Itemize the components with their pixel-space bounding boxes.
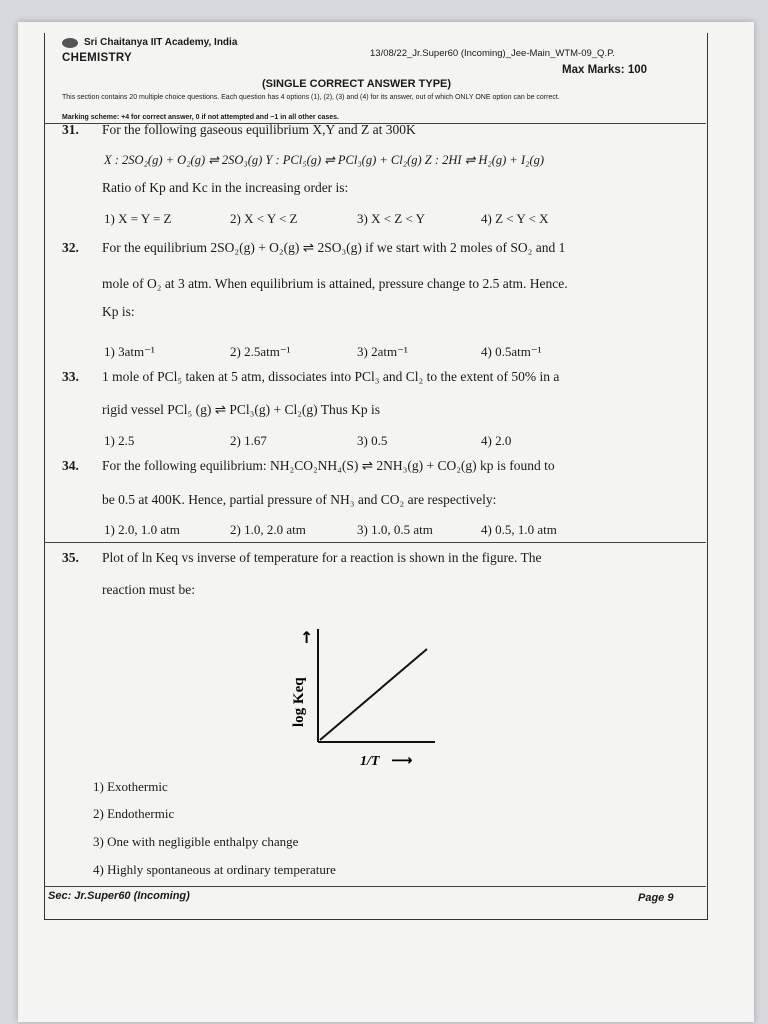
option: 1) 2.0, 1.0 atm <box>104 522 180 537</box>
option: 1) X = Y = Z <box>104 211 172 226</box>
option: 1) 3atm⁻¹ <box>104 344 155 359</box>
question-text: For the following equilibrium: NH₂CO₂NH₄(S) ⇌ 2NH₃(g) + CO₂(g) kp is found to <box>102 458 555 473</box>
option: 4) 2.0 <box>481 433 512 448</box>
question-number: 33. <box>62 369 79 384</box>
question-number: 31. <box>62 122 79 137</box>
right-arrow-icon: ⟶ <box>391 751 413 769</box>
option: 3) 0.5 <box>357 433 388 448</box>
option: 1) 2.5 <box>104 433 135 448</box>
question-text: X : 2SO₂(g) + O₂(g) ⇌ 2SO₃(g) Y : PCl₅(g) ⇌ PCl₃(g) + Cl₂(g) Z : 2HI ⇌ H₂(g) + I₂(g) <box>104 153 545 167</box>
question-text: rigid vessel PCl₅ (g) ⇌ PCl₃(g) + Cl₂(g) Thus Kp is <box>102 402 381 417</box>
institute-name: Sri Chaitanya IIT Academy, India <box>84 37 238 48</box>
instructions: This section contains 20 multiple choice questions. Each question has 4 options (1), (2), (3) and (4) for its answer, out of which ONLY ONE option can be correct. <box>62 94 560 101</box>
footer-divider <box>44 886 706 887</box>
option: 2) 2.5atm⁻¹ <box>230 344 291 359</box>
option: 2) Endothermic <box>93 806 175 821</box>
option: 4) Z < Y < X <box>481 211 549 226</box>
y-axis-label: log Keq <box>291 677 307 727</box>
paper-code: 13/08/22_Jr.Super60 (Incoming)_Jee-Main_WTM-09_Q.P. <box>370 48 615 59</box>
section-type: (SINGLE CORRECT ANSWER TYPE) <box>262 78 452 90</box>
footer-section: Sec: Jr.Super60 (Incoming) <box>48 890 190 902</box>
option: 3) 1.0, 0.5 atm <box>357 522 433 537</box>
question-text: mole of O₂ at 3 atm. When equilibrium is attained, pressure change to 2.5 atm. Hence. <box>102 276 568 291</box>
option: 2) 1.67 <box>230 433 267 448</box>
option: 3) 2atm⁻¹ <box>357 344 408 359</box>
subject-title: CHEMISTRY <box>62 52 132 64</box>
question-text: For the equilibrium 2SO₂(g) + O₂(g) ⇌ 2SO₃(g) if we start with 2 moles of SO₂ and 1 <box>102 240 566 255</box>
up-arrow-icon: ↑ <box>300 628 314 647</box>
log-keq-vs-inverse-temperature-graph <box>285 615 445 775</box>
option: 4) 0.5, 1.0 atm <box>481 522 557 537</box>
question-number: 35. <box>62 550 79 565</box>
option: 3) One with negligible enthalpy change <box>93 834 299 849</box>
option: 4) Highly spontaneous at ordinary temperature <box>93 862 336 877</box>
question-text: Kp is: <box>102 304 135 319</box>
question-text: reaction must be: <box>102 582 195 597</box>
option: 2) 1.0, 2.0 atm <box>230 522 306 537</box>
question-number: 32. <box>62 240 79 255</box>
question-text: Ratio of Kp and Kc in the increasing order is: <box>102 180 349 195</box>
marking-scheme: Marking scheme: +4 for correct answer, 0 if not attempted and −1 in all other cases. <box>62 114 339 121</box>
option: 4) 0.5atm⁻¹ <box>481 344 542 359</box>
option: 3) X < Z < Y <box>357 211 425 226</box>
max-marks: Max Marks: 100 <box>562 64 648 76</box>
question-text: For the following gaseous equilibrium X,Y and Z at 300K <box>102 122 416 137</box>
plot-line <box>320 649 427 740</box>
question-text: be 0.5 at 400K. Hence, partial pressure of NH₃ and CO₂ are respectively: <box>102 492 497 507</box>
page-number: Page 9 <box>638 892 674 904</box>
x-axis-label: 1/T <box>360 754 380 769</box>
institute-logo-icon <box>62 38 78 48</box>
question-text: 1 mole of PCl₅ taken at 5 atm, dissociates into PCl₃ and Cl₂ to the extent of 50% in a <box>102 369 560 384</box>
question-number: 34. <box>62 458 79 473</box>
question-text: Plot of ln Keq vs inverse of temperature for a reaction is shown in the figure. The <box>102 550 542 565</box>
question-divider <box>44 542 706 543</box>
option: 1) Exothermic <box>93 779 168 794</box>
option: 2) X < Y < Z <box>230 211 298 226</box>
